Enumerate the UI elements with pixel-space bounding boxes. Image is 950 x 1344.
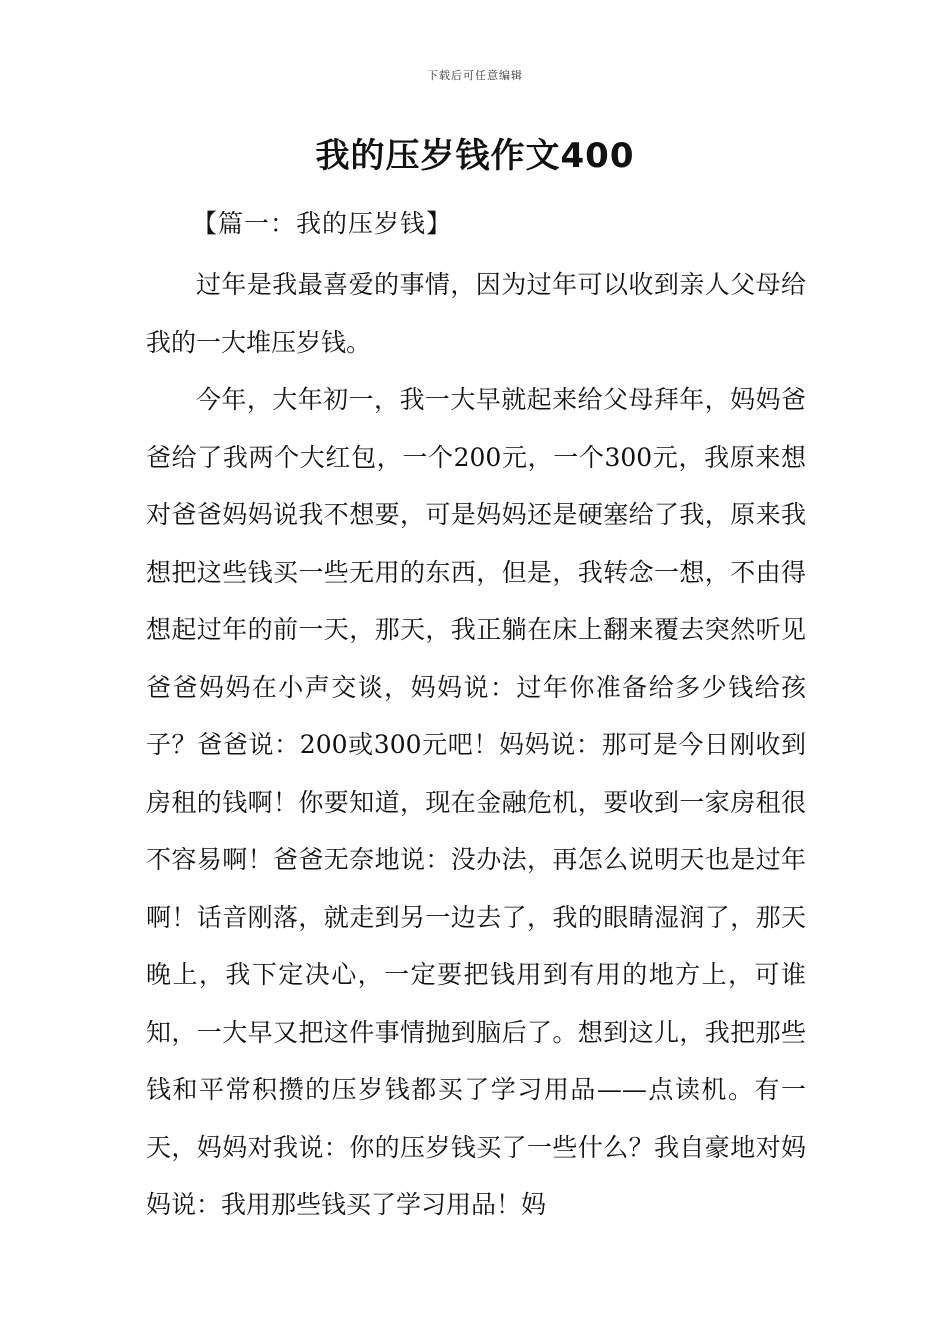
document-title: 我的压岁钱作文400 [315, 136, 635, 176]
section-heading: 【篇一：我的压岁钱】 [192, 209, 453, 238]
paragraph-1: 过年是我最喜爱的事情，因为过年可以收到亲人父母给我的一大堆压岁钱。 [146, 270, 806, 357]
paragraph-2: 今年，大年初一，我一大早就起来给父母拜年，妈妈爸爸给了我两个大红包，一个200元，一个300元，我原来想对爸爸妈妈说我不想要，可是妈妈还是硬塞给了我，原来我想把这些钱买一些无用的东西，但是，我转念一想，不由得想起过年的前一天，那天，我正躺在床上翻来覆去突然听见爸爸妈妈在小声交谈，妈妈说：过年你准备给多少钱给孩子？爸爸说：200或300元吧！妈妈说：那可是今日刚收到房租的钱啊！你要知道，现在金融危机，要收到一家房租很不容易啊！爸爸无奈地说：没办法，再怎么说明天也是过年啊！话音刚落，就走到另一边去了，我的眼睛湿润了，那天晚上，我下定决心，一定要把钱用到有用的地方上，可谁知，一大早又把这件事情抛到脑后了。想到这儿，我把那些钱和平常积攒的压岁钱都买了学习用品——点读机。有一天，妈妈对我说：你的压岁钱买了一些什么？我自豪地对妈妈说：我用那些钱买了学习用品！妈 [146, 385, 806, 1219]
header-note: 下载后可任意编辑 [427, 69, 523, 82]
body-text [146, 256, 806, 1234]
